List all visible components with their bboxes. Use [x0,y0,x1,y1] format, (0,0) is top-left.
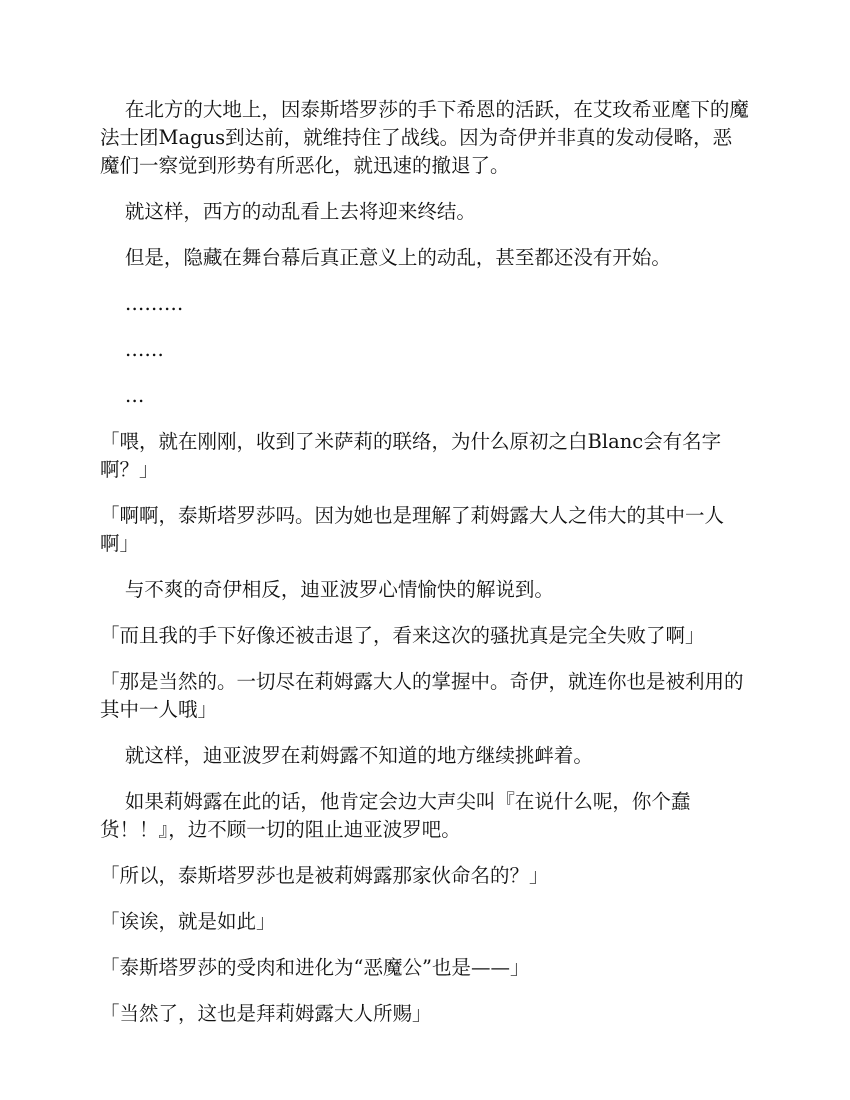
narration-paragraph: 在北方的大地上，因泰斯塔罗莎的手下希恩的活跃，在艾玫希亚麾下的魔法士团Magus到达前，就维持住了战线。因为奇伊并非真的发动侵略，恶魔们一察觉到形势有所恶化，就迅速的撤退了。 [100,98,749,177]
dialogue-line: 「啊啊，泰斯塔罗莎吗。因为她也是理解了莉姆露大人之伟大的其中一人啊」 [100,504,725,555]
narration-paragraph: 但是，隐藏在舞台幕后真正意义上的动乱，甚至都还没有开始。 [124,246,671,269]
dialogue-line: 「而且我的手下好像还被击退了，看来这次的骚扰真是完全失败了啊」 [100,624,705,647]
dialogue-line: 「当然了，这也是拜莉姆露大人所赐」 [100,1002,432,1025]
dialogue-line: 「所以，泰斯塔罗莎也是被莉姆露那家伙命名的？」 [100,864,549,887]
ellipsis-line: …… [124,338,164,361]
narration-paragraph: 就这样，迪亚波罗在莉姆露不知道的地方继续挑衅着。 [124,744,593,767]
dialogue-line: 「喂，就在刚刚，收到了米萨莉的联络，为什么原初之白Blanc会有名字啊？」 [100,430,722,481]
narration-paragraph: 就这样，西方的动乱看上去将迎来终结。 [124,200,476,223]
ellipsis-line: ……… [124,292,184,315]
dialogue-line: 「那是当然的。一切尽在莉姆露大人的掌握中。奇伊，就连你也是被利用的其中一人哦」 [100,670,744,721]
document-page [100,96,750,1046]
narration-paragraph: 如果莉姆露在此的话，他肯定会边大声尖叫『在说什么呢，你个蠢货！！』，边不顾一切的阻止迪亚波罗吧。 [100,790,691,841]
ellipsis-line: … [124,384,145,407]
narration-paragraph: 与不爽的奇伊相反，迪亚波罗心情愉快的解说到。 [124,578,554,601]
dialogue-line: 「泰斯塔罗莎的受肉和进化为“恶魔公”也是——」 [100,956,530,979]
dialogue-line: 「诶诶，就是如此」 [100,910,276,933]
